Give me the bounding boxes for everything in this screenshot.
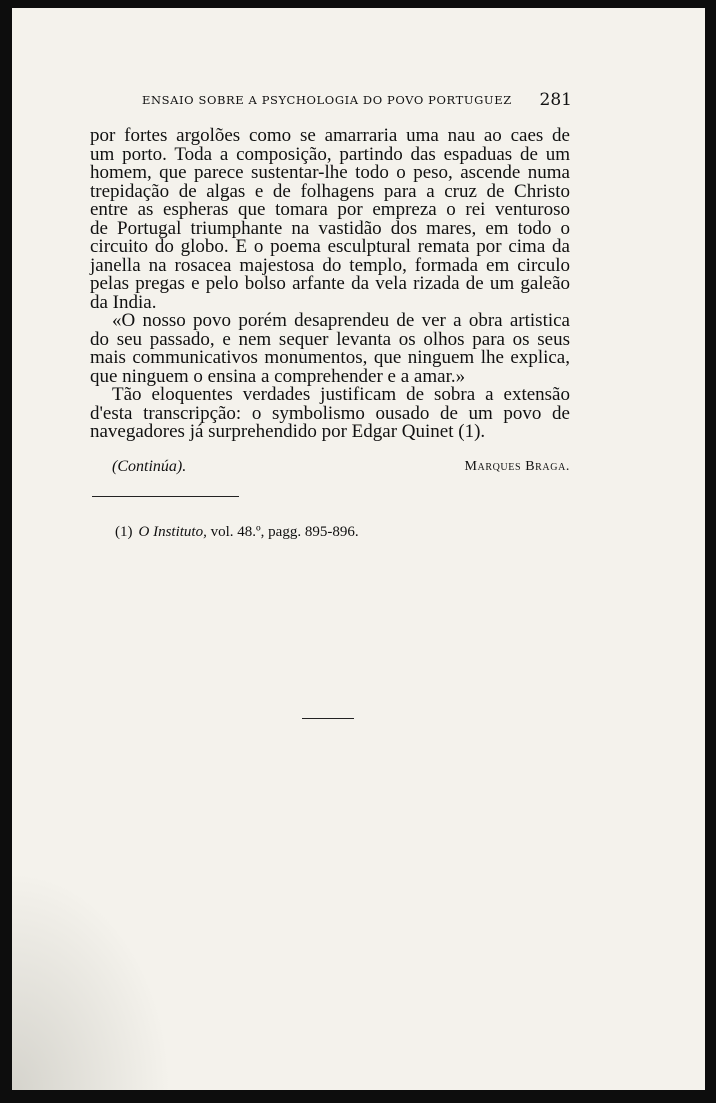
running-header — [142, 90, 572, 110]
book-page — [12, 8, 705, 1090]
text-line: Tão eloquentes verdades justificam de sobra a extensão — [112, 384, 570, 405]
footnote-source: O Instituto, — [138, 524, 207, 540]
continua-note: (Continúa). — [112, 458, 187, 475]
footnote-details: vol. 48.º, pagg. 895-896. — [210, 524, 359, 540]
scan-shadow — [12, 870, 172, 1090]
text-line: da India. — [90, 291, 157, 313]
text-line: do seu passado, e nem sequer levanta os olhos para os seus — [90, 328, 570, 350]
end-divider — [302, 718, 354, 719]
body-text — [90, 127, 570, 442]
footnote-divider — [92, 496, 239, 497]
text-line: homem, que parece sustentar-lhe todo o peso, ascende numa — [90, 162, 570, 183]
footnote-marker: (1) — [115, 524, 133, 540]
text-line: trepidação de algas e de folhagens para a cruz de Christo — [90, 180, 570, 202]
running-title: ENSAIO SOBRE A PSYCHOLOGIA DO POVO PORTUGUEZ — [142, 93, 512, 107]
text-line: «O nosso povo porém desaprendeu de ver a obra artistica — [112, 310, 570, 331]
text-line: que ninguem o ensina a comprehender e a amar.» — [90, 365, 466, 387]
text-line: por fortes argolões como se amarraria uma nau ao caes de — [90, 125, 570, 146]
text-line: pelas pregas e pelo bolso arfante da vela rizada de um galeão — [90, 273, 570, 294]
text-line: d'esta transcripção: o symbolismo ousado de um povo de — [90, 402, 570, 424]
footnote — [115, 524, 359, 541]
author-name: Marques Braga. — [464, 459, 570, 474]
text-line: mais communicativos monumentos, que ninguem lhe explica, — [90, 347, 570, 368]
text-line: circuito do globo. E o poema esculptural remata por cima da — [90, 236, 570, 257]
text-line: entre as espheras que tomara por empreza o rei venturoso — [90, 199, 570, 220]
text-line: janella na rosacea majestosa do templo, formada em circulo — [90, 254, 570, 276]
text-line: de Portugal triumphante na vastidão dos mares, em todo o — [90, 217, 570, 239]
text-line: navegadores já surprehendido por Edgar Quinet (1). — [90, 421, 486, 442]
page-number: 281 — [539, 90, 572, 110]
text-line: um porto. Toda a composição, partindo das espaduas de um — [90, 143, 570, 165]
signature-line — [112, 458, 570, 480]
